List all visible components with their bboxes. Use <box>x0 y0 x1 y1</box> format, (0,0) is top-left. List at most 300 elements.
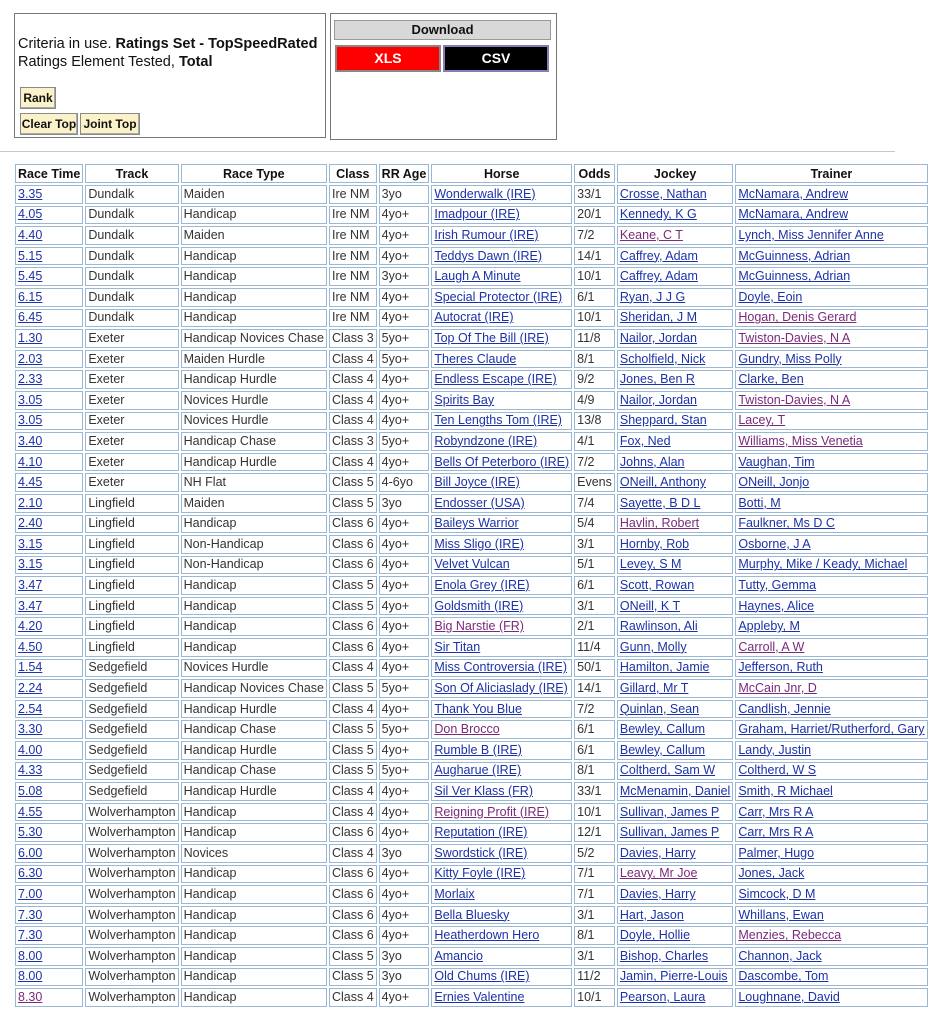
odds-cell <box>574 617 615 636</box>
horse-link[interactable]: Sil Ver Klass (FR) <box>434 784 533 799</box>
odds-cell <box>574 391 615 410</box>
track-cell <box>85 617 178 636</box>
horse-link[interactable]: Laugh A Minute <box>434 269 521 284</box>
horse-link[interactable]: Top Of The Bill (IRE) <box>434 330 549 345</box>
table-row <box>15 350 928 369</box>
class-cell <box>329 659 377 678</box>
class-cell: Class 4 <box>331 454 374 469</box>
trainer-link[interactable]: Haynes, Alice <box>738 598 815 613</box>
rr-age-cell: 4yo+ <box>381 578 410 593</box>
jockey-cell <box>617 968 733 987</box>
class-cell: Class 4 <box>331 660 374 675</box>
horse-cell <box>431 453 572 472</box>
jockey-link[interactable]: Bewley, Callum <box>619 742 706 757</box>
rank-button[interactable]: Rank <box>20 87 56 109</box>
class-cell <box>329 432 377 451</box>
type-cell <box>181 288 327 307</box>
trainer-link[interactable]: Smith, R Michael <box>738 784 833 799</box>
trainer-link[interactable]: Doyle, Eoin <box>738 289 803 304</box>
jockey-cell <box>617 473 733 492</box>
header-class[interactable]: Class <box>329 164 377 183</box>
jockey-link[interactable]: Doyle, Hollie <box>619 928 691 943</box>
class-cell: Class 6 <box>331 907 374 922</box>
jockey-cell <box>617 906 733 925</box>
race-time-link[interactable]: 7.30 <box>18 928 43 943</box>
race-time-link[interactable]: 2.54 <box>18 701 43 716</box>
trainer-link[interactable]: Faulkner, Ms D C <box>738 516 835 531</box>
header-trainer[interactable]: Trainer <box>735 164 927 183</box>
class-cell <box>329 309 377 328</box>
jockey-cell <box>617 226 733 245</box>
race-time-link[interactable]: 8.30 <box>18 989 43 1004</box>
table-row <box>15 473 928 492</box>
trainer-link[interactable]: McGuinness, Adrian <box>738 248 851 263</box>
table-row <box>15 906 928 925</box>
horse-link[interactable]: Endosser (USA) <box>434 495 525 510</box>
type-cell <box>181 926 327 945</box>
race-time-link[interactable]: 3.05 <box>18 413 43 428</box>
horse-link[interactable]: Augharue (IRE) <box>434 763 522 778</box>
rr-age-cell: 4yo+ <box>381 742 410 757</box>
jockey-link[interactable]: Gillard, Mr T <box>619 681 689 696</box>
odds-cell: 50/1 <box>577 660 602 675</box>
jockey-link[interactable]: Scott, Rowan <box>619 578 695 593</box>
horse-link[interactable]: Autocrat (IRE) <box>434 310 514 325</box>
header-odds[interactable]: Odds <box>574 164 615 183</box>
age-cell <box>379 185 430 204</box>
trainer-link[interactable]: McCain Jnr, D <box>738 681 817 696</box>
class-cell: Ire NM <box>331 186 370 201</box>
race-time-link[interactable]: 4.50 <box>18 639 43 654</box>
jockey-link[interactable]: ONeill, K T <box>619 598 681 613</box>
jockey-link[interactable]: Johns, Alan <box>619 454 685 469</box>
trainer-link[interactable]: Channon, Jack <box>738 948 822 963</box>
time-cell <box>15 638 83 657</box>
jockey-cell <box>617 638 733 657</box>
jockey-link[interactable]: Scholfield, Nick <box>619 351 706 366</box>
track-cell: Sedgefield <box>88 722 148 737</box>
race-time-link[interactable]: 6.15 <box>18 289 43 304</box>
race-time-link[interactable]: 3.40 <box>18 433 43 448</box>
horse-link[interactable]: Amancio <box>434 948 483 963</box>
race-time-link[interactable]: 4.05 <box>18 207 43 222</box>
horse-link[interactable]: Enola Grey (IRE) <box>434 578 530 593</box>
odds-cell: 11/8 <box>577 330 601 345</box>
trainer-link[interactable]: Tutty, Gemma <box>738 578 817 593</box>
header-jockey[interactable]: Jockey <box>617 164 733 183</box>
trainer-link[interactable]: Vaughan, Tim <box>738 454 815 469</box>
class-cell <box>329 617 377 636</box>
horse-link[interactable]: Big Narstie (FR) <box>434 619 524 634</box>
class-cell <box>329 865 377 884</box>
horse-link[interactable]: Special Protector (IRE) <box>434 289 563 304</box>
age-cell <box>379 988 430 1007</box>
type-cell <box>181 247 327 266</box>
age-cell <box>379 906 430 925</box>
age-cell <box>379 288 430 307</box>
rr-age-cell: 5yo+ <box>381 330 410 345</box>
race-type-cell: Handicap <box>183 289 237 304</box>
track-cell <box>85 844 178 863</box>
type-cell <box>181 720 327 739</box>
jockey-link[interactable]: Bewley, Callum <box>619 722 706 737</box>
horse-link[interactable]: Ernies Valentine <box>434 989 525 1004</box>
trainer-link[interactable]: Appleby, M <box>738 619 800 634</box>
race-time-link[interactable]: 5.45 <box>18 269 43 284</box>
race-time-link[interactable]: 4.45 <box>18 475 43 490</box>
horse-link[interactable]: Rumble B (IRE) <box>434 742 522 757</box>
horse-link[interactable]: Goldsmith (IRE) <box>434 598 524 613</box>
header-rr-age[interactable]: RR Age <box>379 164 430 183</box>
trainer-link[interactable]: McNamara, Andrew <box>738 186 849 201</box>
trainer-link[interactable]: Carroll, A W <box>738 639 805 654</box>
jockey-link[interactable]: Crosse, Nathan <box>619 186 707 201</box>
race-time-link[interactable]: 2.40 <box>18 516 43 531</box>
race-type-cell: Handicap <box>183 207 237 222</box>
trainer-link[interactable]: Twiston-Davies, N A <box>738 392 851 407</box>
odds-cell: 7/1 <box>577 866 595 881</box>
race-time-link[interactable]: 2.33 <box>18 372 43 387</box>
jockey-link[interactable]: Leavy, Mr Joe <box>619 866 698 881</box>
jockey-link[interactable]: Havlin, Robert <box>619 516 700 531</box>
class-cell: Class 6 <box>331 639 374 654</box>
jockey-link[interactable]: Caffrey, Adam <box>619 248 698 263</box>
jockey-link[interactable]: Nailor, Jordan <box>619 392 697 407</box>
horse-link[interactable]: Bells Of Peterboro (IRE) <box>434 454 570 469</box>
race-type-cell: Handicap Chase <box>183 763 277 778</box>
trainer-link[interactable]: Williams, Miss Venetia <box>738 433 863 448</box>
jockey-link[interactable]: Hornby, Rob <box>619 536 690 551</box>
trainer-link[interactable]: Hogan, Denis Gerard <box>738 310 857 325</box>
odds-cell <box>574 988 615 1007</box>
race-time-link[interactable]: 6.30 <box>18 866 43 881</box>
track-cell: Dundalk <box>88 248 135 263</box>
horse-cell <box>431 226 572 245</box>
horse-link[interactable]: Kitty Foyle (IRE) <box>434 866 526 881</box>
jockey-link[interactable]: Sheridan, J M <box>619 310 697 325</box>
jockey-link[interactable]: Sayette, B D L <box>619 495 701 510</box>
trainer-link[interactable]: Whillans, Ewan <box>738 907 824 922</box>
race-time-link[interactable]: 4.00 <box>18 742 43 757</box>
horse-link[interactable]: Morlaix <box>434 886 475 901</box>
odds-cell <box>574 844 615 863</box>
race-time-link[interactable]: 6.00 <box>18 845 43 860</box>
track-cell: Dundalk <box>88 207 135 222</box>
race-type-cell: Handicap Novices Chase <box>183 681 324 696</box>
trainer-link[interactable]: Landy, Justin <box>738 742 812 757</box>
jockey-link[interactable]: Hamilton, Jamie <box>619 660 710 675</box>
race-time-link[interactable]: 4.55 <box>18 804 43 819</box>
class-cell: Class 6 <box>331 536 374 551</box>
race-time-link[interactable]: 6.45 <box>18 310 43 325</box>
header-race-time[interactable]: Race Time <box>15 164 83 183</box>
jockey-link[interactable]: Keane, C T <box>619 227 683 242</box>
jockey-link[interactable]: Jamin, Pierre-Louis <box>619 969 728 984</box>
class-cell: Class 3 <box>331 433 374 448</box>
race-time-link[interactable]: 7.30 <box>18 907 43 922</box>
trainer-link[interactable]: Botti, M <box>738 495 781 510</box>
rr-age-cell: 3yo+ <box>381 269 410 284</box>
rr-age-cell: 4yo+ <box>381 310 410 325</box>
horse-link[interactable]: Reigning Profit (IRE) <box>434 804 549 819</box>
horse-cell <box>431 823 572 842</box>
odds-cell <box>574 659 615 678</box>
trainer-link[interactable]: Carr, Mrs R A <box>738 825 814 840</box>
race-time-link[interactable]: 2.24 <box>18 681 43 696</box>
race-time-link[interactable]: 5.15 <box>18 248 43 263</box>
age-cell <box>379 412 430 431</box>
trainer-cell <box>735 844 927 863</box>
horse-link[interactable]: Spirits Bay <box>434 392 495 407</box>
horse-link[interactable]: Miss Sligo (IRE) <box>434 536 524 551</box>
race-type-cell: Handicap <box>183 598 237 613</box>
track-cell <box>85 926 178 945</box>
horse-link[interactable]: Endless Escape (IRE) <box>434 372 557 387</box>
class-cell <box>329 906 377 925</box>
age-cell <box>379 700 430 719</box>
trainer-link[interactable]: Twiston-Davies, N A <box>738 330 851 345</box>
joint-top-button[interactable]: Joint Top <box>80 113 140 135</box>
type-cell <box>181 350 327 369</box>
track-cell <box>85 309 178 328</box>
race-type-cell: Handicap Hurdle <box>183 701 277 716</box>
race-time-link[interactable]: 2.03 <box>18 351 43 366</box>
table-row <box>15 309 928 328</box>
track-cell: Exeter <box>88 413 125 428</box>
jockey-link[interactable]: Davies, Harry <box>619 886 696 901</box>
header-horse[interactable]: Horse <box>431 164 572 183</box>
race-time-link[interactable]: 4.33 <box>18 763 43 778</box>
jockey-link[interactable]: Ryan, J J G <box>619 289 686 304</box>
race-time-link[interactable]: 1.54 <box>18 660 43 675</box>
time-cell <box>15 968 83 987</box>
trainer-link[interactable]: Murphy, Mike / Keady, Michael <box>738 557 908 572</box>
race-type-cell: Maiden <box>183 227 225 242</box>
jockey-link[interactable]: Hart, Jason <box>619 907 684 922</box>
horse-cell <box>431 988 572 1007</box>
jockey-link[interactable]: Bishop, Charles <box>619 948 709 963</box>
trainer-cell <box>735 576 927 595</box>
horse-link[interactable]: Imadpour (IRE) <box>434 207 520 222</box>
type-cell <box>181 823 327 842</box>
trainer-link[interactable]: Palmer, Hugo <box>738 845 815 860</box>
class-cell <box>329 350 377 369</box>
jockey-cell <box>617 309 733 328</box>
race-time-link[interactable]: 3.35 <box>18 186 43 201</box>
horse-link[interactable]: Sir Titan <box>434 639 481 654</box>
track-cell: Wolverhampton <box>88 989 176 1004</box>
odds-cell: 8/1 <box>577 928 595 943</box>
jockey-link[interactable]: Sullivan, James P <box>619 804 720 819</box>
jockey-link[interactable]: Kennedy, K G <box>619 207 697 222</box>
class-cell <box>329 556 377 575</box>
horse-link[interactable]: Irish Rumour (IRE) <box>434 227 539 242</box>
horse-link[interactable]: Don Brocco <box>434 722 500 737</box>
trainer-link[interactable]: Loughnane, David <box>738 989 840 1004</box>
jockey-link[interactable]: McMenamin, Daniel <box>619 784 731 799</box>
trainer-cell <box>735 494 927 513</box>
odds-cell: 10/1 <box>577 989 602 1004</box>
jockey-cell <box>617 329 733 348</box>
criteria-panel <box>14 13 326 138</box>
horse-cell <box>431 844 572 863</box>
rr-age-cell: 4yo+ <box>381 660 410 675</box>
jockey-link[interactable]: ONeill, Anthony <box>619 475 707 490</box>
odds-cell <box>574 926 615 945</box>
header-row <box>15 164 928 183</box>
track-cell <box>85 432 178 451</box>
odds-cell <box>574 515 615 534</box>
class-cell: Class 6 <box>331 516 374 531</box>
rr-age-cell: 4yo+ <box>381 907 410 922</box>
time-cell <box>15 267 83 286</box>
time-cell <box>15 329 83 348</box>
time-cell <box>15 906 83 925</box>
jockey-link[interactable]: Levey, S M <box>619 557 682 572</box>
jockey-link[interactable]: Gunn, Molly <box>619 639 687 654</box>
race-time-link[interactable]: 3.15 <box>18 557 43 572</box>
trainer-link[interactable]: Graham, Harriet/Rutherford, Gary <box>738 722 925 737</box>
race-time-link[interactable]: 2.10 <box>18 495 43 510</box>
trainer-link[interactable]: Dascombe, Tom <box>738 969 829 984</box>
csv-download-button[interactable]: CSV <box>443 45 549 72</box>
horse-link[interactable]: Wonderwalk (IRE) <box>434 186 536 201</box>
horse-link[interactable]: Theres Claude <box>434 351 517 366</box>
class-cell <box>329 823 377 842</box>
horse-cell <box>431 576 572 595</box>
race-time-link[interactable]: 3.47 <box>18 578 43 593</box>
horse-cell <box>431 494 572 513</box>
jockey-link[interactable]: Pearson, Laura <box>619 989 706 1004</box>
jockey-link[interactable]: Fox, Ned <box>619 433 671 448</box>
odds-cell: 8/1 <box>577 763 595 778</box>
trainer-link[interactable]: McGuinness, Adrian <box>738 269 851 284</box>
time-cell <box>15 515 83 534</box>
jockey-link[interactable]: Sheppard, Stan <box>619 413 707 428</box>
race-type-cell: Maiden <box>183 495 225 510</box>
trainer-link[interactable]: McNamara, Andrew <box>738 207 849 222</box>
rr-age-cell: 5yo+ <box>381 433 410 448</box>
trainer-cell <box>735 926 927 945</box>
jockey-link[interactable]: Davies, Harry <box>619 845 696 860</box>
race-time-link[interactable]: 3.47 <box>18 598 43 613</box>
horse-link[interactable]: Bella Bluesky <box>434 907 510 922</box>
track-cell <box>85 453 178 472</box>
type-cell <box>181 700 327 719</box>
age-cell <box>379 782 430 801</box>
jockey-cell <box>617 370 733 389</box>
horse-link[interactable]: Bill Joyce (IRE) <box>434 475 520 490</box>
trainer-link[interactable]: Lacey, T <box>738 413 786 428</box>
jockey-link[interactable]: Coltherd, Sam W <box>619 763 716 778</box>
top-panel <box>14 13 557 140</box>
jockey-link[interactable]: Jones, Ben R <box>619 372 695 387</box>
race-time-link[interactable]: 5.30 <box>18 825 43 840</box>
time-cell <box>15 453 83 472</box>
trainer-link[interactable]: Lynch, Miss Jennifer Anne <box>738 227 884 242</box>
trainer-cell <box>735 556 927 575</box>
time-cell <box>15 288 83 307</box>
odds-cell <box>574 597 615 616</box>
horse-cell <box>431 659 572 678</box>
race-time-link[interactable]: 7.00 <box>18 886 43 901</box>
race-time-link[interactable]: 4.40 <box>18 227 43 242</box>
horse-link[interactable]: Reputation (IRE) <box>434 825 528 840</box>
race-time-link[interactable]: 3.15 <box>18 536 43 551</box>
odds-cell: 8/1 <box>577 351 595 366</box>
trainer-link[interactable]: Jefferson, Ruth <box>738 660 823 675</box>
header-track[interactable]: Track <box>85 164 178 183</box>
xls-download-button[interactable]: XLS <box>335 45 441 72</box>
rr-age-cell: 3yo <box>381 845 402 860</box>
trainer-link[interactable]: Osborne, J A <box>738 536 811 551</box>
trainer-link[interactable]: Simcock, D M <box>738 886 816 901</box>
race-time-link[interactable]: 3.05 <box>18 392 43 407</box>
race-time-link[interactable]: 5.08 <box>18 784 43 799</box>
type-cell <box>181 556 327 575</box>
race-time-link[interactable]: 4.20 <box>18 619 43 634</box>
odds-cell: 14/1 <box>577 248 602 263</box>
horse-link[interactable]: Old Chums (IRE) <box>434 969 530 984</box>
jockey-link[interactable]: Sullivan, James P <box>619 825 720 840</box>
trainer-link[interactable]: Coltherd, W S <box>738 763 817 778</box>
horse-link[interactable]: Baileys Warrior <box>434 516 519 531</box>
trainer-link[interactable]: ONeill, Jonjo <box>738 475 810 490</box>
clear-top-button[interactable]: Clear Top <box>20 113 78 135</box>
time-cell <box>15 473 83 492</box>
time-cell <box>15 659 83 678</box>
race-time-link[interactable]: 1.30 <box>18 330 43 345</box>
jockey-link[interactable]: Rawlinson, Ali <box>619 619 698 634</box>
jockey-link[interactable]: Quinlan, Sean <box>619 701 700 716</box>
horse-link[interactable]: Miss Controversia (IRE) <box>434 660 568 675</box>
trainer-link[interactable]: Clarke, Ben <box>738 372 804 387</box>
rr-age-cell: 4yo+ <box>381 557 410 572</box>
race-time-link[interactable]: 8.00 <box>18 969 43 984</box>
odds-cell: 7/4 <box>577 495 595 510</box>
jockey-link[interactable]: Nailor, Jordan <box>619 330 697 345</box>
trainer-cell <box>735 947 927 966</box>
race-time-link[interactable]: 8.00 <box>18 948 43 963</box>
type-cell <box>181 226 327 245</box>
odds-cell: 7/2 <box>577 227 595 242</box>
trainer-link[interactable]: Jones, Jack <box>738 866 805 881</box>
horse-link[interactable]: Son Of Aliciaslady (IRE) <box>434 681 568 696</box>
jockey-link[interactable]: Caffrey, Adam <box>619 269 698 284</box>
table-row <box>15 535 928 554</box>
horse-link[interactable]: Velvet Vulcan <box>434 557 510 572</box>
header-race-type[interactable]: Race Type <box>181 164 327 183</box>
trainer-link[interactable]: Carr, Mrs R A <box>738 804 814 819</box>
trainer-link[interactable]: Gundry, Miss Polly <box>738 351 842 366</box>
track-cell <box>85 267 178 286</box>
odds-cell: 33/1 <box>577 784 602 799</box>
horse-link[interactable]: Thank You Blue <box>434 701 522 716</box>
horse-link[interactable]: Heatherdown Hero <box>434 928 540 943</box>
horse-link[interactable]: Teddys Dawn (IRE) <box>434 248 543 263</box>
trainer-cell <box>735 206 927 225</box>
track-cell: Wolverhampton <box>88 948 176 963</box>
trainer-link[interactable]: Menzies, Rebecca <box>738 928 842 943</box>
track-cell <box>85 556 178 575</box>
horse-link[interactable]: Swordstick (IRE) <box>434 845 528 860</box>
trainer-link[interactable]: Candlish, Jennie <box>738 701 831 716</box>
horse-link[interactable]: Robyndzone (IRE) <box>434 433 538 448</box>
race-time-link[interactable]: 3.30 <box>18 722 43 737</box>
horse-link[interactable]: Ten Lengths Tom (IRE) <box>434 413 562 428</box>
class-cell: Class 4 <box>331 392 374 407</box>
race-time-link[interactable]: 4.10 <box>18 454 43 469</box>
